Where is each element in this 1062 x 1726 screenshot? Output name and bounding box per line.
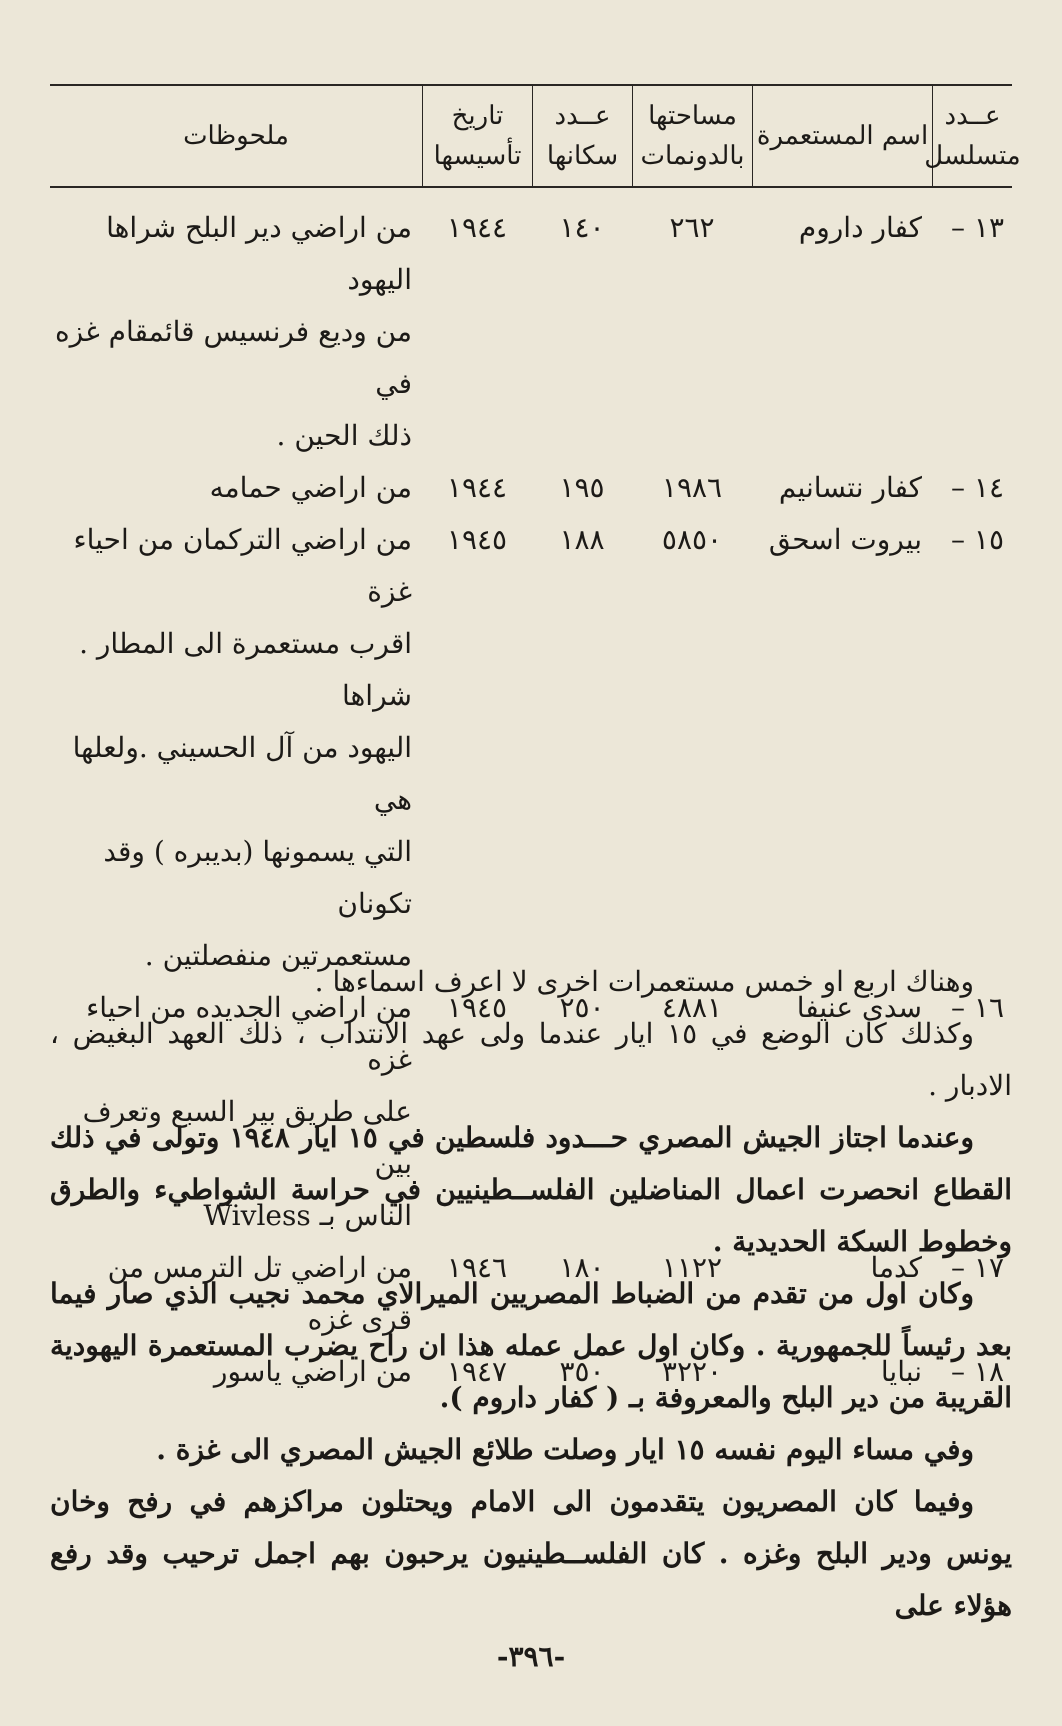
header-year [422,86,532,186]
row-area: ٢٦٢ [669,211,715,244]
row-year: ١٩٤٥ [446,991,508,1024]
paragraph: وكذلك كان الوضع في ١٥ ايار عندما ولى عهد الانتداب ، ذلك العهد البغيض ، الادبار . [50,1017,1012,1102]
note-line: ذلك الحين . [276,419,412,452]
header-pop-line1: عــدد [554,101,611,131]
note-line: من اراضي تل الترمس من قرى غزه [107,1251,412,1336]
row-population: ٢٥٠ [559,991,605,1024]
note-line: من اراضي التركمان من احياء غزة [73,523,412,608]
note-line: من اراضي ياسور [213,1355,412,1388]
note-line: الناس بـ Wivless [203,1199,412,1232]
note-line: من اراضي حمامه [209,471,412,504]
row-population: ١٩٥ [559,471,605,504]
paragraph: وفيما كان المصريون يتقدمون الى الامام ويحتلون مراكزهم في رفح وخان يونس ودير البلح وغزه . كان الفلســطينيون يرحبون بهم اجمل ترحيب وقد رفع هؤلاء على [50,1485,1012,1622]
row-area: ١٩٨٦ [661,471,723,504]
table-row [50,462,1012,514]
note-line: من وديع فرنسيس قائمقام غزه في [54,315,412,400]
row-year: ١٩٤٤ [446,471,508,504]
paragraph: وكان اول من تقدم من الضباط المصريين الميرالاي محمد نجيب الذي صار فيما بعد رئيساً للجمهورية . وكان اول عمل عمله هذا ان راح يضرب المستعمرة اليهودية القريبة من دير البلح والمعروفة بـ ( كفار داروم ). [50,1277,1012,1414]
header-notes [50,86,422,186]
note-line: من اراضي دير البلح شراها اليهود [106,211,412,296]
row-year: ١٩٤٤ [446,211,508,244]
row-area: ٣٢٢٠ [661,1355,723,1388]
header-name [752,86,932,186]
row-seq: ١٥ – [951,523,1004,556]
row-notes [50,514,422,982]
note-line: اليهود من آل الحسيني .ولعلها هي [72,731,412,816]
row-name: كفار داروم [798,211,922,244]
note-line: مستعمرتين منفصلتين . [144,939,412,972]
row-name: كفار نتسانيم [778,471,922,504]
row-area: ٥٨٥٠ [661,523,723,556]
note-line: على طريق بير السبع وتعرف بين [82,1095,412,1180]
row-notes [50,462,422,514]
header-seq-line2: متسلسل [924,141,1021,171]
header-notes-line1: ملحوظات [183,121,289,151]
row-notes [50,202,422,462]
row-seq: ١٧ – [951,1251,1004,1284]
header-area-line2: بالدونمات [640,141,745,171]
row-population: ١٨٨ [559,523,605,556]
row-name: بيروت اسحق [768,523,922,556]
header-year-line2: تأسيسها [433,141,522,171]
header-seq [924,86,1021,186]
body-text [50,956,1012,1632]
row-area: ٤٨٨١ [661,991,723,1024]
table-row [50,514,1012,982]
row-seq: ١٤ – [951,471,1004,504]
paragraph: وعندما اجتاز الجيش المصري حـــدود فلسطين في ١٥ ايار ١٩٤٨ وتولى في ذلك القطاع انحصرت اعمال المناضلين الفلســطينيين في حراسة الشواطيء والطرق وخطوط السكة الحديدية . [50,1121,1012,1258]
paragraph: وهناك اربع او خمس مستعمرات اخرى لا اعرف اسماءها . [314,965,974,998]
row-name: نبايا [880,1355,922,1388]
note-line: من اراضي الجديده من احياء غزه [86,991,412,1076]
header-population [532,86,632,186]
row-population: ٣٥٠ [559,1355,605,1388]
note-line: اقرب مستعمرة الى المطار . شراها [79,627,412,712]
row-seq: ١٦ – [951,991,1004,1024]
row-seq: ١٨ – [951,1355,1004,1388]
row-name: سدى عنيفا [796,991,922,1024]
row-name: كدما [870,1251,922,1284]
row-year: ١٩٤٦ [446,1251,508,1284]
page-number: -٣٩٦- [496,1640,566,1673]
row-year: ١٩٤٥ [446,523,508,556]
header-year-line1: تاريخ [451,101,504,131]
table-header-rule [50,186,1012,188]
header-pop-line2: سكانها [546,141,619,171]
row-population: ١٨٠ [559,1251,605,1284]
row-year: ١٩٤٧ [446,1355,508,1388]
header-seq-line1: عــدد [944,101,1001,131]
note-line: التي يسمونها (بديبره ) وقد تكونان [103,835,412,920]
table-header [50,86,1021,186]
paragraph: وفي مساء اليوم نفسه ١٥ ايار وصلت طلائع الجيش المصري الى غزة . [156,1433,974,1466]
row-area: ١١٢٢ [661,1251,723,1284]
header-area-line1: مساحتها [648,101,737,131]
row-seq: ١٣ – [951,211,1004,244]
row-population: ١٤٠ [559,211,605,244]
table-row [50,202,1012,462]
header-area [632,86,752,186]
header-name-line1: اسم المستعمرة [756,121,929,151]
